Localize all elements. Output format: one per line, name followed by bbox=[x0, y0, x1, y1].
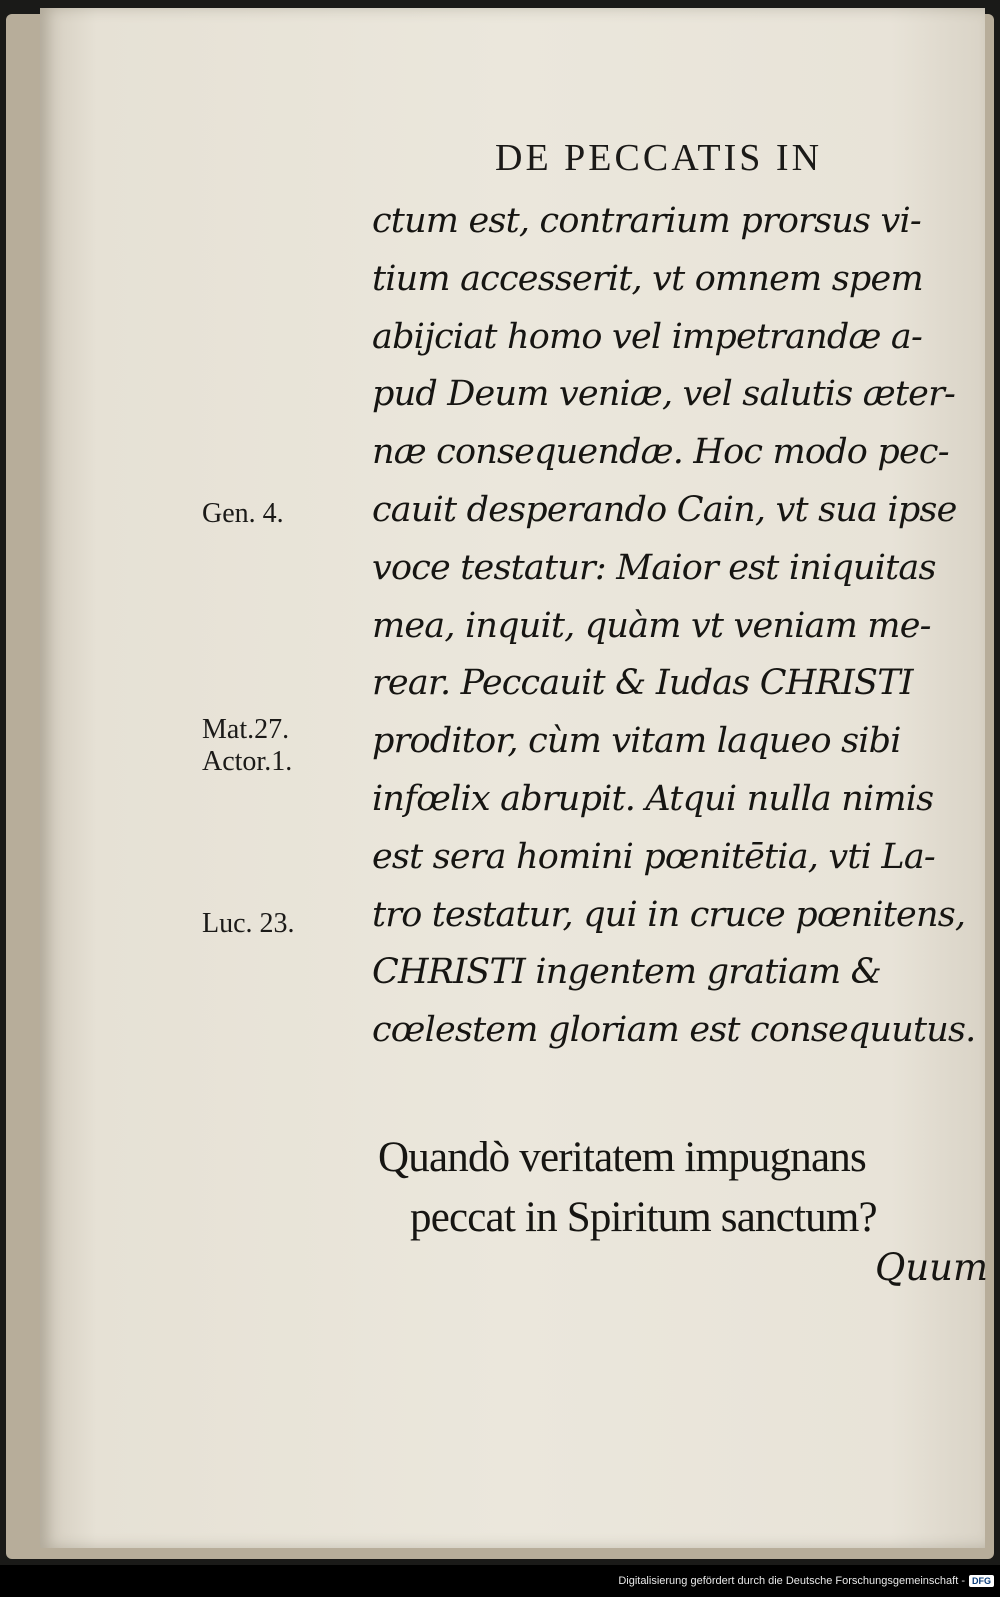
book-page bbox=[40, 8, 989, 1548]
running-head: DE PECCATIS IN bbox=[495, 137, 823, 179]
body-line: cauit desperando Cain, vt sua ipse bbox=[372, 489, 957, 530]
body-line: pud Deum veniæ, vel salutis æter- bbox=[372, 374, 956, 415]
body-line: ctum est, contrarium prorsus vi- bbox=[372, 201, 921, 241]
body-line: mea, inquit, quàm vt veniam me- bbox=[372, 605, 931, 646]
body-line: tium accesserit, vt omnem spem bbox=[372, 258, 923, 299]
catchword: Quum bbox=[875, 1246, 989, 1289]
question-line: Quandò veritatem impugnans bbox=[378, 1134, 866, 1181]
dfg-logo: DFG bbox=[969, 1575, 994, 1587]
question-line: peccat in Spiritum sanctum? bbox=[410, 1194, 877, 1241]
body-line: rear. Peccauit & Iudas CHRISTI bbox=[372, 663, 913, 704]
body-line: infœlix abrupit. Atqui nulla nimis bbox=[372, 778, 934, 819]
body-line: proditor, cùm vitam laqueo sibi bbox=[372, 721, 901, 762]
body-line: cœlestem gloriam est consequutus. bbox=[372, 1010, 976, 1051]
margin-note-luc: Luc. 23. bbox=[202, 908, 295, 939]
body-line: CHRISTI ingentem gratiam & bbox=[372, 952, 882, 993]
body-line: tro testatur, qui in cruce pœnitens, bbox=[372, 894, 966, 935]
margin-note-mat: Mat.27. bbox=[202, 714, 290, 745]
digitization-credit bbox=[618, 1575, 994, 1587]
question-heading bbox=[378, 1128, 988, 1248]
margin-note-gen: Gen. 4. bbox=[202, 498, 284, 529]
margin-note-actor: Actor.1. bbox=[202, 746, 293, 777]
body-line: est sera homini pœnitētia, vti La- bbox=[372, 836, 935, 877]
credit-text: Digitalisierung gefördert durch die Deutsche Forschungsgemeinschaft - bbox=[618, 1575, 965, 1587]
body-text bbox=[372, 193, 992, 1060]
body-line: abijciat homo vel impetrandæ a- bbox=[372, 316, 923, 357]
body-line: voce testatur: Maior est iniquitas bbox=[372, 547, 936, 588]
body-line: næ consequendæ. Hoc modo pec- bbox=[372, 432, 949, 473]
